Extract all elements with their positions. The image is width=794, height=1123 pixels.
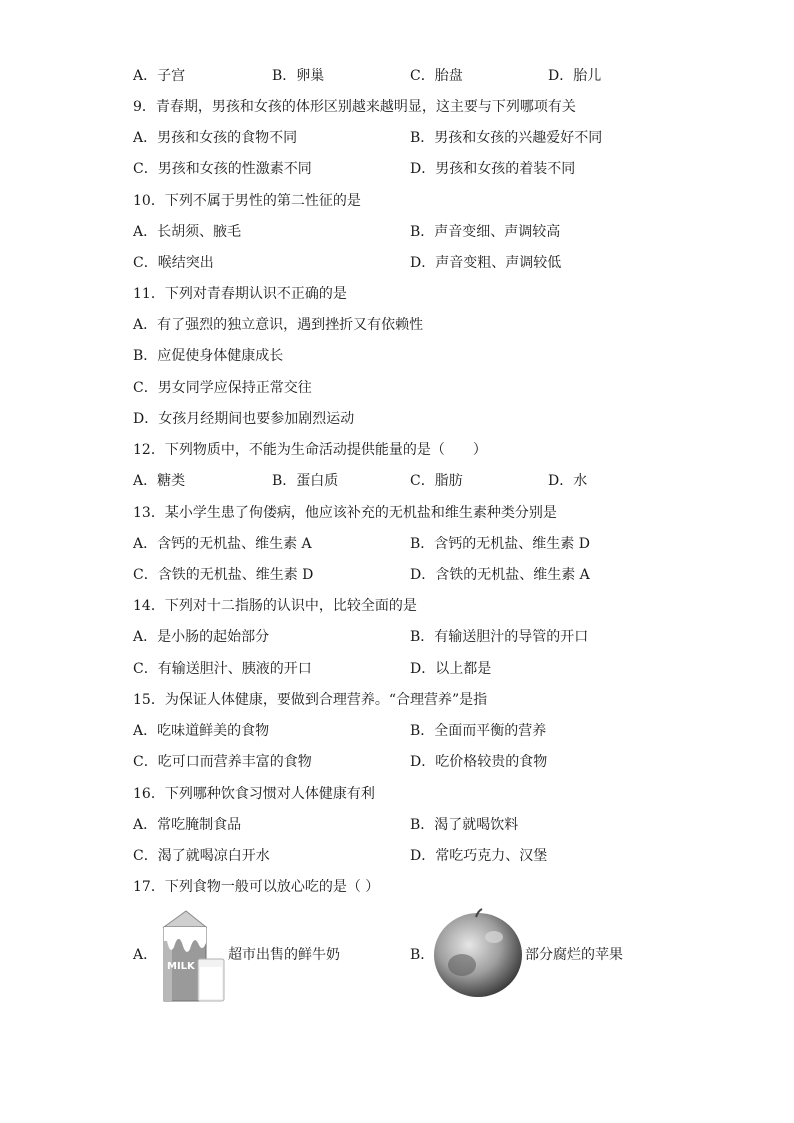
q11-option-d: D．女孩月经期间也要参加剧烈运动 — [133, 411, 355, 427]
q8-option-c: C．胎盘 — [410, 68, 463, 84]
q10-option-b: B．声音变细、声调较高 — [410, 224, 561, 240]
milk-carton-image — [158, 905, 228, 1003]
q16-option-b: B．渴了就喝饮料 — [410, 817, 519, 833]
rotten-apple-image — [432, 907, 524, 999]
q15-option-c: C．吃可口而营养丰富的食物 — [133, 754, 312, 770]
q11-option-a: A．有了强烈的独立意识，遇到挫折又有依赖性 — [133, 317, 424, 333]
q9-option-c: C．男孩和女孩的性激素不同 — [133, 161, 312, 177]
q12-option-a: A．糖类 — [133, 473, 186, 489]
q14-option-b: B．有输送胆汁的导管的开口 — [410, 629, 589, 645]
milk-carton-label: MILK — [167, 961, 195, 972]
q15-option-a: A．吃味道鲜美的食物 — [133, 723, 270, 739]
q10-option-a: A．长胡须、腋毛 — [133, 224, 242, 240]
q9-stem: 9．青春期，男孩和女孩的体形区别越来越明显，这主要与下列哪项有关 — [133, 99, 576, 115]
q13-option-a: A．含钙的无机盐、维生素 A — [133, 536, 312, 552]
q17-option-b-prefix: B． — [410, 947, 435, 963]
q17-option-a-text: 超市出售的鲜牛奶 — [228, 947, 340, 963]
q13-option-d: D．含铁的无机盐、维生素 A — [410, 567, 590, 583]
q8-option-d: D．胎儿 — [548, 68, 602, 84]
q8-option-b: B．卵巢 — [272, 68, 325, 84]
q13-option-c: C．含铁的无机盐、维生素 D — [133, 567, 314, 583]
q16-stem: 16．下列哪种饮食习惯对人体健康有利 — [133, 786, 375, 802]
q10-option-c: C．喉结突出 — [133, 255, 214, 271]
q9-option-a: A．男孩和女孩的食物不同 — [133, 130, 298, 146]
q12-stem: 12．下列物质中，不能为生命活动提供能量的是（ ） — [133, 442, 487, 458]
q12-option-c: C．脂肪 — [410, 473, 463, 489]
q10-option-d: D．声音变粗、声调较低 — [410, 255, 562, 271]
q14-option-d: D．以上都是 — [410, 661, 492, 677]
q16-option-d: D．常吃巧克力、汉堡 — [410, 848, 548, 864]
q13-option-b: B．含钙的无机盐、维生素 D — [410, 536, 590, 552]
q8-option-a: A．子宫 — [133, 68, 186, 84]
q11-option-c: C．男女同学应保持正常交往 — [133, 380, 312, 396]
q16-option-c: C．渴了就喝凉白开水 — [133, 848, 270, 864]
q13-stem: 13．某小学生患了佝偻病，他应该补充的无机盐和维生素种类分别是 — [133, 505, 557, 521]
q12-option-d: D．水 — [548, 473, 588, 489]
q9-option-d: D．男孩和女孩的着装不同 — [410, 161, 576, 177]
q10-stem: 10．下列不属于男性的第二性征的是 — [133, 193, 361, 209]
q17-option-b-text: 部分腐烂的苹果 — [525, 947, 623, 963]
q12-option-b: B．蛋白质 — [272, 473, 339, 489]
q11-stem: 11．下列对青春期认识不正确的是 — [133, 286, 347, 302]
q14-stem: 14．下列对十二指肠的认识中，比较全面的是 — [133, 598, 417, 614]
q15-option-d: D．吃价格较贵的食物 — [410, 754, 548, 770]
q9-option-b: B．男孩和女孩的兴趣爱好不同 — [410, 130, 603, 146]
q11-option-b: B．应促使身体健康成长 — [133, 348, 284, 364]
q15-stem: 15．为保证人体健康，要做到合理营养。“合理营养”是指 — [133, 692, 488, 708]
q16-option-a: A．常吃腌制食品 — [133, 817, 242, 833]
q14-option-a: A．是小肠的起始部分 — [133, 629, 270, 645]
q14-option-c: C．有输送胆汁、胰液的开口 — [133, 661, 312, 677]
q15-option-b: B．全面而平衡的营养 — [410, 723, 547, 739]
q17-option-a-prefix: A． — [133, 947, 158, 963]
q17-stem: 17．下列食物一般可以放心吃的是（ ） — [133, 879, 380, 895]
